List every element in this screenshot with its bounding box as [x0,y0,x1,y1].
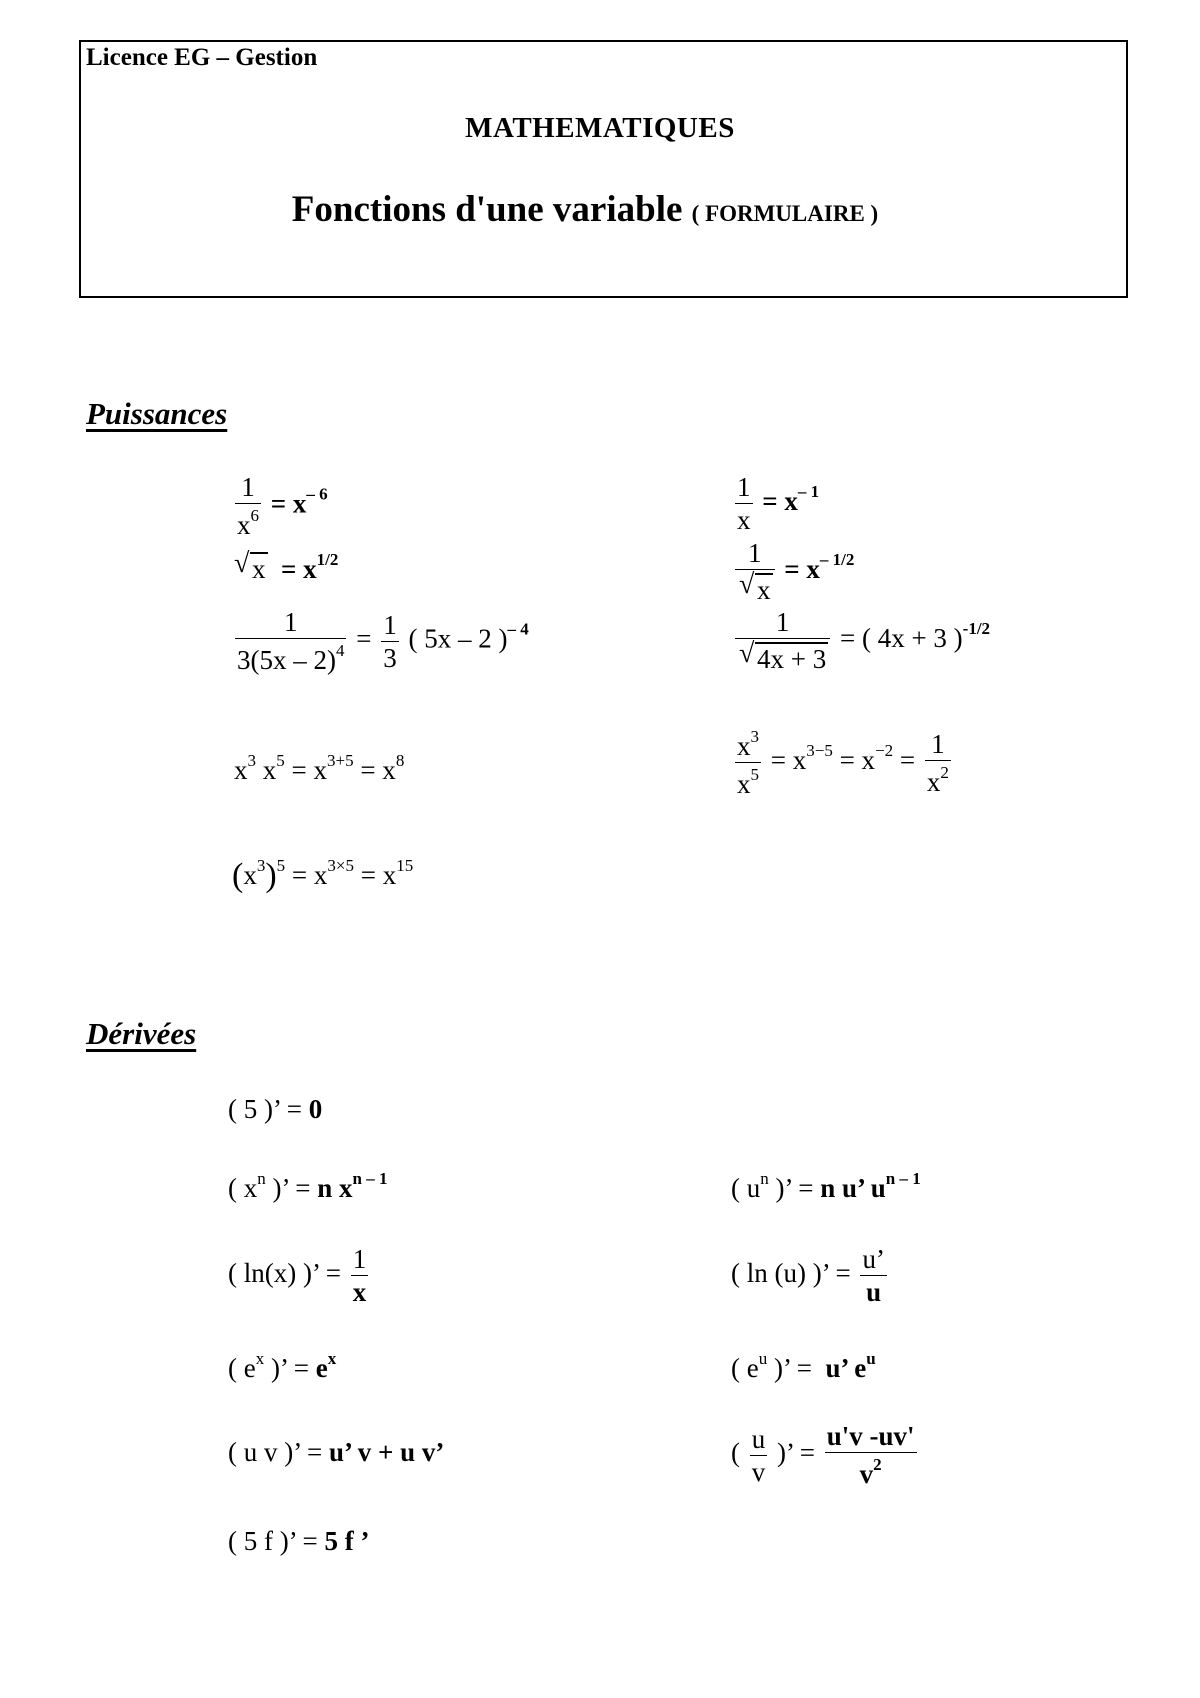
fraction: $\frac{1}{x}$ [737,472,751,535]
fraction: 1 √ x [735,540,775,604]
formula-puissance-5: $\frac{1}{3(5x - 2)^4}$ = $\frac{1}{3}$ ( 5x – 2 )$^{- 4}$ [237,607,529,675]
formula-puissance-8: $\frac{x^3}{x^5}$ = $x^{3-5} = x^{-2}$ = $\frac{1}{x^2}$ [737,727,949,799]
square-root: √ x [234,552,268,583]
formula-derivee-10: ( 5 f )’ = 5 f ’ [228,1526,370,1556]
formula-puissance-9: $(x^3)^5 = x^{3\times 5} = x^{15}$ [232,856,414,894]
square-root: √ 4x + 3 [739,642,828,673]
section-title-puissances: Puissances [86,396,228,431]
formula-derivee-1: ( 5 )’ = 0 [228,1094,323,1124]
formula-derivee-5: ( ln (u) )’ = $\frac{u’}{u}$ [731,1244,885,1307]
formula-derivee-4: ( ln(x) )’ = $\frac{1}{x}$ [228,1244,367,1307]
formula-puissance-3: √ $x = x^{1/2}$ [232,551,338,583]
formula-derivee-8: ( u v )’ = u’ v + u v’ [228,1437,445,1467]
subject-heading: MATHEMATIQUES [465,112,735,144]
formula-puissance-2: $\frac{1}{x}$ = $x^{- 1}$ [737,472,820,535]
fraction: $\frac{1}{3(5x - 2)^4}$ [237,607,345,675]
square-root: √ x [739,573,773,604]
formula-derivee-3: ( $u^n$ )’ = n u’ $u^{n - 1}$ [731,1169,921,1203]
fraction: $\frac{1}{x}$ [352,1244,367,1307]
formula-derivee-2: ( $x^n$ )’ = n $x^{n - 1}$ [228,1169,388,1203]
formula-derivee-9: ( $\frac{u}{v}$ )’ = $\frac{u'v -uv'}{v^2}$ [731,1421,915,1489]
formula-puissance-7: $x^3$ $x^5 = x^{3+5} = x^8$ [234,751,405,785]
title-text: Fonctions d'une variable [291,189,683,230]
fraction: $\frac{x^3}{x^5}$ [737,727,759,799]
fraction: $\frac{u'v -uv'}{v^2}$ [826,1421,915,1489]
fraction: $\frac{1}{x^6}$ [237,472,259,540]
page-title [0,188,1170,231]
formula-puissance-1: $\frac{1}{x^6}$ = $x^{- 6}$ [237,472,328,540]
formula-derivee-6: ( $e^x$ )’ = $e^x$ [228,1349,337,1383]
fraction: $\frac{u’}{u}$ [862,1244,885,1307]
header-box [79,40,1128,298]
course-label: Licence EG – Gestion [86,44,318,71]
section-title-derivees: Dérivées [86,1016,197,1051]
fraction: 1 √ 4x + 3 [735,609,830,673]
title-subtitle: ( FORMULAIRE ) [691,201,879,226]
fraction: $\frac{u}{v}$ [751,1423,766,1487]
formula-derivee-7: ( $e^u$ )’ = u’ $e^u$ [731,1349,876,1383]
fraction: $\frac{1}{3}$ [383,609,397,673]
fraction: $\frac{1}{x^2}$ [926,728,949,797]
formula-puissance-4: 1 √ x = $x^{- 1/2}$ [732,540,854,604]
formula-puissance-6: 1 √ 4x + 3 = ( 4x + 3 )$^{-1/2}$ [732,609,990,673]
